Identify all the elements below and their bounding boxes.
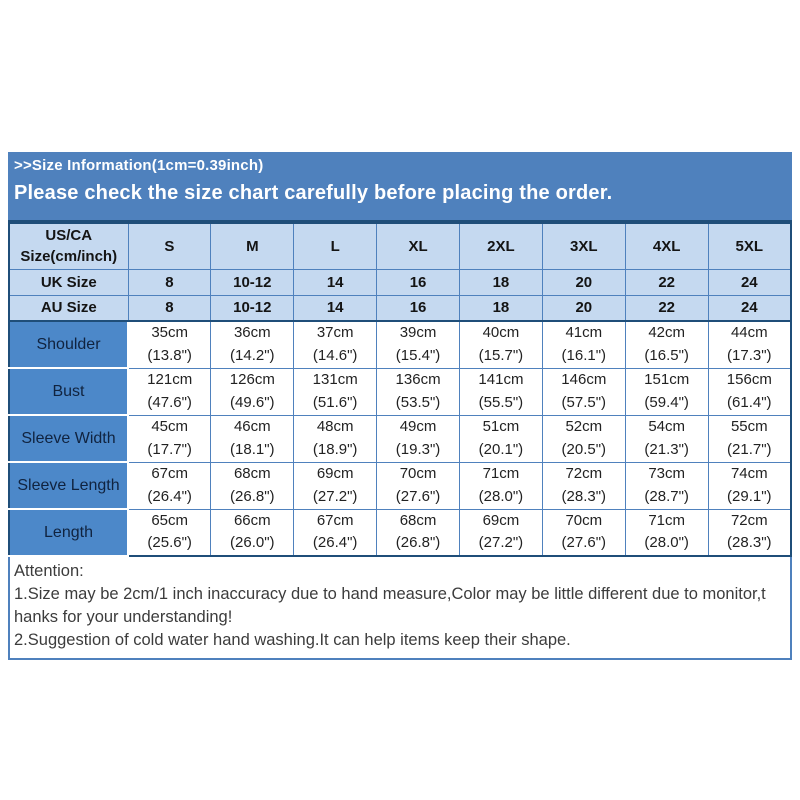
inch-value: (51.6") [312, 393, 358, 411]
inch-value: (13.8") [147, 346, 192, 364]
column-header: M [211, 223, 294, 269]
size-value-cell: 14 [294, 269, 377, 295]
inch-value: (26.8") [230, 487, 275, 505]
row-label: Shoulder [9, 321, 128, 368]
inch-value: (59.4") [644, 393, 689, 411]
cm-value: 68cm [399, 511, 437, 529]
measurement-cell [128, 415, 211, 462]
measurement-cell [460, 415, 543, 462]
column-header: L [294, 223, 377, 269]
size-value-cell: 22 [625, 269, 708, 295]
row-label: Sleeve Length [9, 462, 128, 509]
inch-value: (61.4") [727, 393, 772, 411]
measurement-cell [377, 321, 460, 368]
cm-value: 71cm [648, 511, 686, 529]
inch-value: (14.2") [230, 346, 275, 364]
measurement-cell [294, 462, 377, 509]
row-label: UK Size [9, 269, 128, 295]
inch-value: (21.7") [727, 440, 772, 458]
measurement-cell [294, 321, 377, 368]
measurement-cell [377, 462, 460, 509]
row-label: Sleeve Width [9, 415, 128, 462]
measurement-cell [211, 462, 294, 509]
cm-value: 39cm [399, 324, 437, 342]
measurement-cell [211, 415, 294, 462]
cm-value: 136cm [395, 371, 441, 388]
cm-value: 69cm [316, 465, 354, 482]
size-value-cell: 22 [625, 295, 708, 321]
inch-value: (26.4") [312, 534, 358, 552]
measurement-cell [460, 368, 543, 415]
cm-value: 35cm [151, 324, 189, 342]
measurement-cell [377, 415, 460, 462]
column-header: 5XL [708, 223, 791, 269]
measurement-cell [542, 368, 625, 415]
row-label: Length [9, 509, 128, 556]
measurement-cell [625, 415, 708, 462]
inch-value: (28.0") [644, 534, 689, 552]
sleeve-length-row [9, 462, 791, 509]
cm-value: 66cm [233, 511, 271, 529]
attention-line: hanks for your understanding! [14, 608, 233, 626]
inch-value: (20.1") [478, 440, 524, 458]
cm-value: 44cm [730, 324, 768, 342]
inch-value: (29.1") [727, 487, 772, 505]
cm-value: 70cm [565, 511, 603, 529]
inch-value: (47.6") [147, 393, 192, 411]
size-value-cell: 24 [708, 269, 791, 295]
column-header: XL [377, 223, 460, 269]
size-value-cell: 14 [294, 295, 377, 321]
cm-value: 54cm [648, 418, 686, 435]
bust-row [9, 368, 791, 415]
inch-value: (17.3") [727, 346, 772, 364]
inch-value: (20.5") [561, 440, 607, 458]
measurement-cell [460, 321, 543, 368]
cm-value: 45cm [151, 418, 189, 435]
inch-value: (28.0") [478, 487, 524, 505]
measurement-cell [460, 462, 543, 509]
size-value-cell: 20 [542, 269, 625, 295]
inch-value: (27.6") [395, 487, 441, 505]
inch-value: (21.3") [644, 440, 689, 458]
inch-value: (57.5") [561, 393, 607, 411]
attention-line: Attention: [14, 562, 84, 580]
inch-value: (19.3") [395, 440, 441, 458]
sleeve-width-row [9, 415, 791, 462]
measurement-cell [128, 509, 211, 556]
measurement-cell [542, 462, 625, 509]
measurement-cell [708, 462, 791, 509]
measurement-cell [625, 509, 708, 556]
inch-value: (26.0") [230, 534, 275, 552]
cm-value: 40cm [482, 324, 520, 342]
inch-value: (18.1") [230, 440, 275, 458]
size-info-title: >>Size Information(1cm=0.39inch) [14, 157, 264, 174]
inch-value: (18.9") [312, 440, 358, 458]
attention-line: 1.Size may be 2cm/1 inch inaccuracy due to hand measure,Color may be little different due to monitor,t [14, 585, 766, 603]
cm-value: 121cm [147, 371, 193, 388]
measurement-cell [542, 415, 625, 462]
measurement-cell [211, 368, 294, 415]
row-label: AU Size [9, 295, 128, 321]
measurement-cell [211, 509, 294, 556]
size-value-cell: 18 [460, 295, 543, 321]
cm-value: 69cm [482, 511, 520, 529]
check-notice: Please check the size chart carefully before placing the order. [14, 182, 613, 204]
cm-value: 55cm [730, 418, 768, 435]
column-header: 3XL [542, 223, 625, 269]
size-value-cell: 16 [377, 269, 460, 295]
size-value-cell: 16 [377, 295, 460, 321]
cm-value: 49cm [399, 418, 437, 435]
measurement-cell [460, 509, 543, 556]
measurement-cell [294, 368, 377, 415]
measurement-cell [294, 509, 377, 556]
inch-value: (15.7") [478, 346, 524, 364]
measurement-cell [211, 321, 294, 368]
inch-value: (28.7") [644, 487, 689, 505]
cm-value: 74cm [730, 465, 768, 482]
cm-value: 68cm [233, 465, 271, 482]
size-value-cell: 8 [128, 295, 211, 321]
measurement-cell [377, 368, 460, 415]
corner-header-cell [9, 223, 128, 269]
size-value-cell: 10-12 [211, 269, 294, 295]
attention-box [8, 557, 792, 660]
inch-value: (16.5") [644, 346, 689, 364]
measurement-cell [377, 509, 460, 556]
cm-value: 42cm [648, 324, 686, 342]
cm-value: 51cm [482, 418, 520, 435]
measurement-cell [128, 368, 211, 415]
inch-value: (17.7") [147, 440, 192, 458]
cm-value: 72cm [730, 511, 768, 529]
measurement-cell [294, 415, 377, 462]
au-size-row [9, 295, 791, 321]
corner-line1: US/CA [45, 227, 93, 245]
measurement-cell [625, 462, 708, 509]
measurement-cell [128, 462, 211, 509]
cm-value: 141cm [478, 371, 524, 388]
measurement-cell [708, 368, 791, 415]
measurement-cell [542, 509, 625, 556]
size-value-cell: 10-12 [211, 295, 294, 321]
cm-value: 46cm [233, 418, 271, 435]
inch-value: (49.6") [230, 393, 275, 411]
title-band [8, 152, 792, 222]
measurement-cell [708, 415, 791, 462]
measurement-cell [708, 321, 791, 368]
cm-value: 71cm [482, 465, 520, 482]
cm-value: 67cm [151, 465, 189, 482]
size-chart-content [8, 152, 792, 660]
attention-line: 2.Suggestion of cold water hand washing.It can help items keep their shape. [14, 631, 571, 649]
inch-value: (25.6") [147, 534, 192, 552]
cm-value: 156cm [726, 371, 772, 388]
cm-value: 67cm [316, 511, 354, 529]
cm-value: 72cm [565, 465, 603, 482]
column-header: 2XL [460, 223, 543, 269]
inch-value: (27.2") [312, 487, 358, 505]
size-value-cell: 24 [708, 295, 791, 321]
cm-value: 37cm [316, 324, 354, 342]
cm-value: 73cm [648, 465, 686, 482]
cm-value: 131cm [312, 371, 358, 388]
size-value-cell: 8 [128, 269, 211, 295]
uk-size-row [9, 269, 791, 295]
column-header: 4XL [625, 223, 708, 269]
cm-value: 36cm [233, 324, 271, 342]
cm-value: 65cm [151, 511, 189, 529]
cm-value: 70cm [399, 465, 437, 482]
inch-value: (27.2") [478, 534, 524, 552]
measurement-cell [625, 321, 708, 368]
inch-value: (14.6") [312, 346, 358, 364]
measurement-cell [708, 509, 791, 556]
inch-value: (26.8") [395, 534, 441, 552]
cm-value: 48cm [316, 418, 354, 435]
inch-value: (15.4") [395, 346, 441, 364]
cm-value: 146cm [561, 371, 607, 388]
cm-value: 151cm [644, 371, 690, 388]
cm-value: 126cm [229, 371, 275, 388]
measurement-cell [625, 368, 708, 415]
size-chart-table [8, 222, 792, 557]
column-header: S [128, 223, 211, 269]
cm-value: 52cm [565, 418, 603, 435]
inch-value: (27.6") [561, 534, 607, 552]
inch-value: (28.3") [727, 534, 772, 552]
length-row [9, 509, 791, 556]
inch-value: (28.3") [561, 487, 607, 505]
size-value-cell: 18 [460, 269, 543, 295]
measurement-cell [542, 321, 625, 368]
size-value-cell: 20 [542, 295, 625, 321]
inch-value: (16.1") [561, 346, 607, 364]
inch-value: (26.4") [147, 487, 192, 505]
inch-value: (53.5") [395, 393, 441, 411]
inch-value: (55.5") [478, 393, 524, 411]
row-label: Bust [9, 368, 128, 415]
table-header-row [9, 223, 791, 269]
measurement-cell [128, 321, 211, 368]
corner-line2: Size(cm/inch) [20, 248, 118, 266]
shoulder-row [9, 321, 791, 368]
cm-value: 41cm [565, 324, 603, 342]
